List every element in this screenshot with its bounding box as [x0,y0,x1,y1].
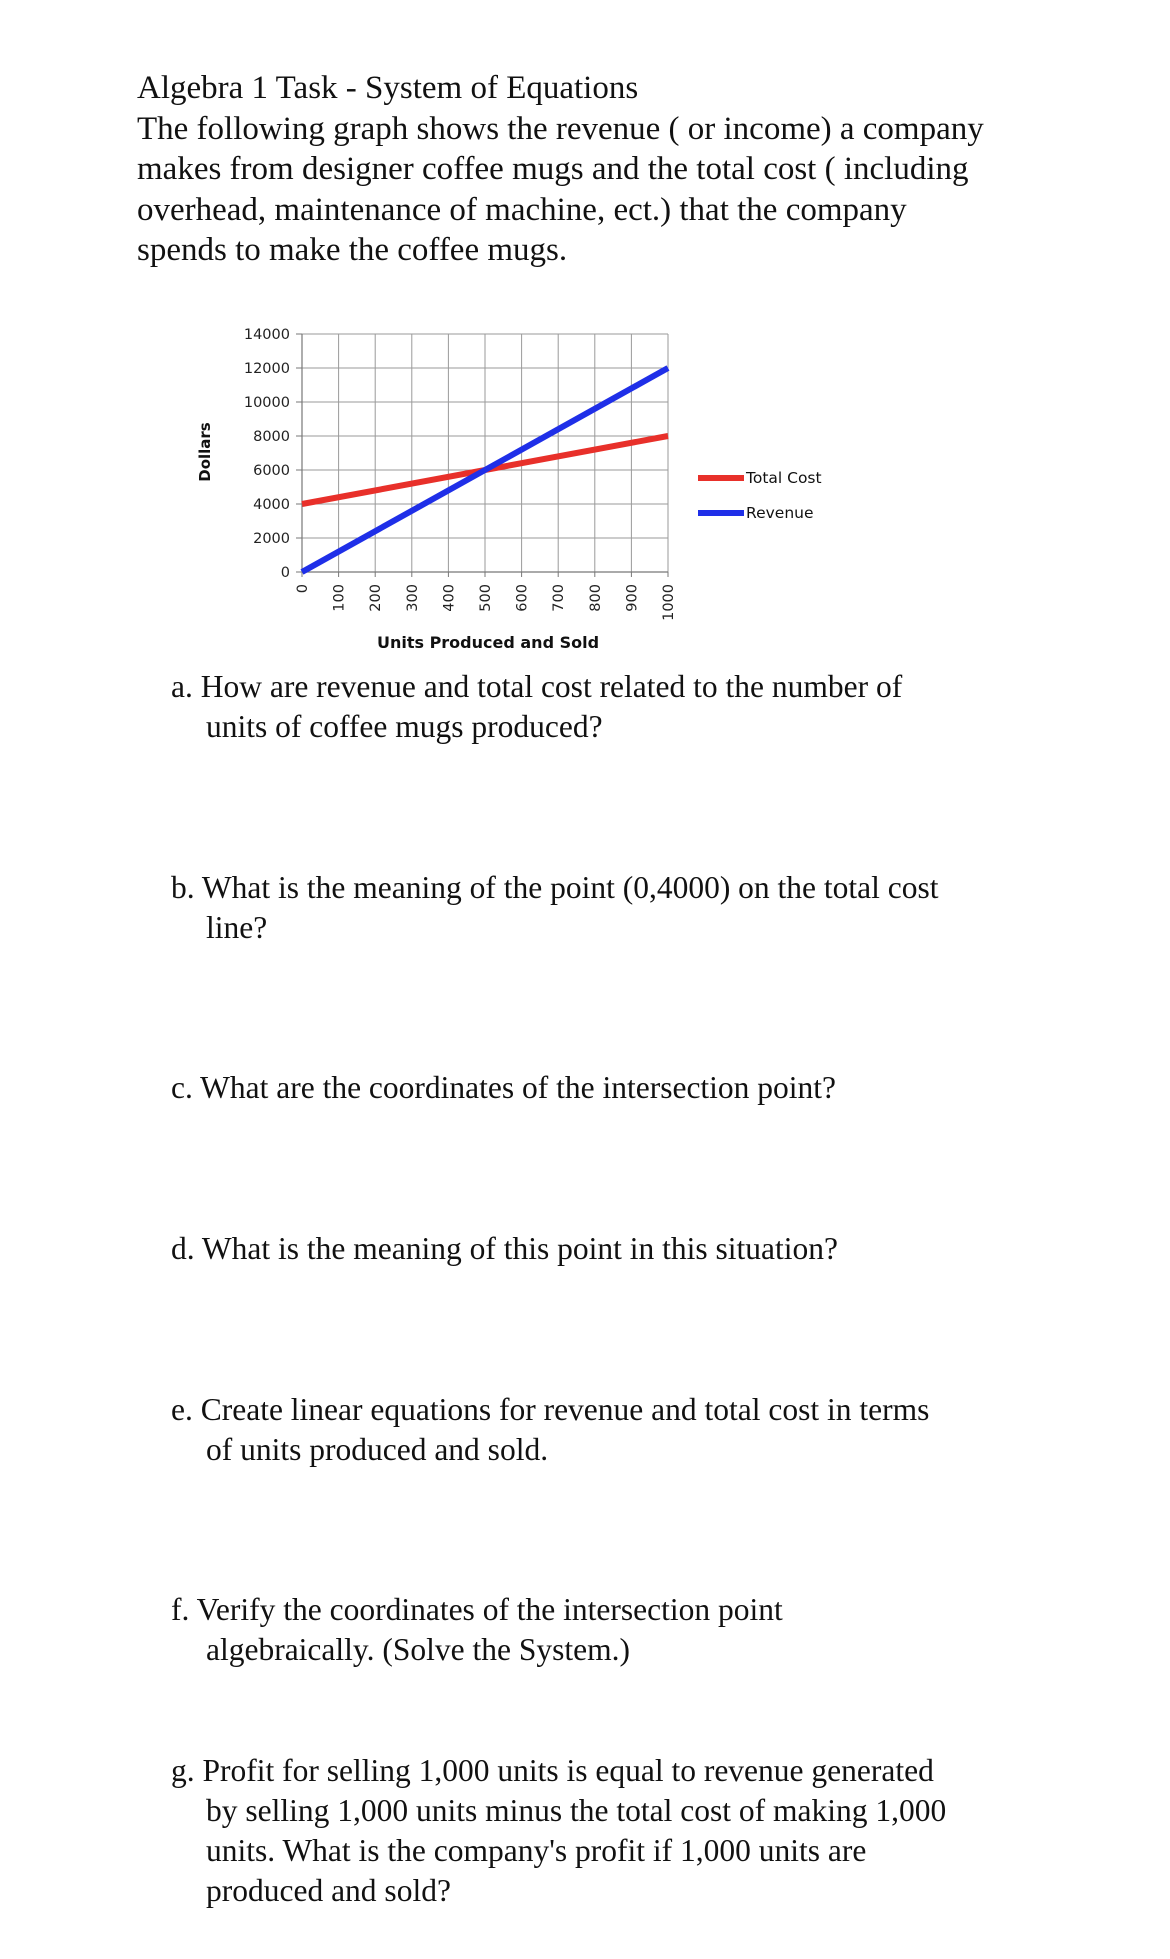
question-line: by selling 1,000 units minus the total cost of making 1,000 [206,1793,947,1828]
y-tick-label: 6000 [253,463,290,479]
question-line: b. What is the meaning of the point (0,4000) on the total cost [171,870,939,905]
y-tick-label: 10000 [243,395,290,411]
header [137,68,1057,271]
question-line: f. Verify the coordinates of the intersection point [171,1592,783,1627]
legend-label: Revenue [746,504,814,522]
question-line: units of coffee mugs produced? [206,709,603,744]
question-line: a. How are revenue and total cost related to the number of [171,669,903,704]
x-tick-label: 100 [331,584,348,612]
y-axis-label: Dollars [196,422,214,482]
question-line: g. Profit for selling 1,000 units is equal to revenue generated [171,1753,934,1788]
x-tick-label: 0 [295,584,311,594]
x-tick-label: 600 [514,584,531,612]
x-axis-label: Units Produced and Sold [376,633,600,652]
question-line: units. What is the company's profit if 1,000 units are [206,1833,867,1868]
y-tick-label: 0 [280,565,290,581]
x-tick-label: 400 [441,584,458,612]
question-line: line? [206,910,268,945]
legend-swatch [698,475,744,481]
question-a [171,667,1051,747]
x-tick-label: 800 [587,584,604,612]
question-b [171,868,1051,948]
cost-revenue-chart [170,300,890,670]
y-tick-label: 12000 [243,361,290,377]
intro-line: The following graph shows the revenue ( or income) a company [137,110,984,147]
x-tick-label: 300 [404,584,421,612]
question-line: of units produced and sold. [206,1432,549,1467]
question-d [171,1229,1051,1269]
question-f [171,1590,1051,1670]
legend-label: Total Cost [746,469,822,487]
y-tick-label: 2000 [253,531,290,547]
question-line: e. Create linear equations for revenue and total cost in terms [171,1392,930,1427]
x-tick-label: 500 [478,584,494,612]
intro-line: spends to make the coffee mugs. [137,232,568,268]
page-title: Algebra 1 Task - System of Equations [137,70,639,106]
question-line: algebraically. (Solve the System.) [206,1632,630,1667]
x-tick-label: 1000 [661,584,677,621]
x-tick-label: 200 [368,584,385,612]
x-tick-label: 900 [624,584,641,612]
y-tick-label: 14000 [243,327,290,343]
legend-swatch [698,510,744,516]
chart-grid [302,334,668,572]
question-e [171,1390,1051,1470]
question-line: c. What are the coordinates of the intersection point? [171,1070,837,1105]
y-axis-ticks [244,327,302,581]
question-c [171,1068,1051,1108]
y-tick-label: 4000 [253,497,290,513]
question-line: d. What is the meaning of this point in this situation? [171,1231,838,1266]
chart-legend [698,469,822,522]
x-tick-label: 700 [551,584,568,612]
question-g [171,1751,1051,1911]
y-tick-label: 8000 [253,429,290,445]
intro-line: overhead, maintenance of machine, ect.) that the company [137,191,907,228]
intro-line: makes from designer coffee mugs and the total cost ( including [137,151,969,187]
x-axis-ticks [295,572,677,621]
question-line: produced and sold? [206,1873,451,1908]
